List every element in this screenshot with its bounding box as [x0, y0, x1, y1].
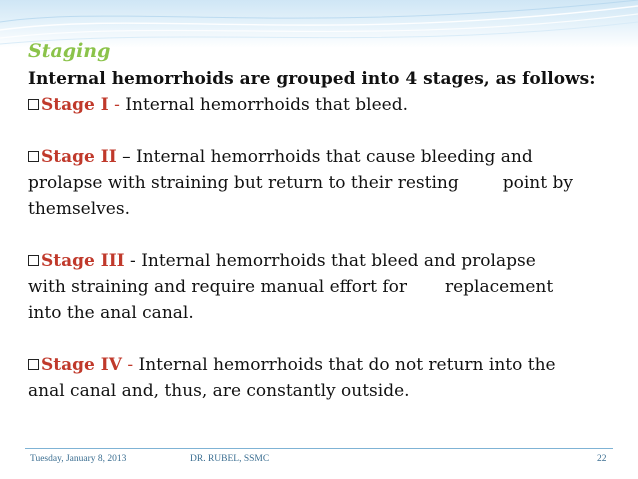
stage-3-text-line3: into the anal canal.	[28, 303, 194, 323]
footer-divider	[25, 448, 613, 449]
stage-3-text-line1: Internal hemorrhoids that bleed and prolapse	[141, 251, 536, 271]
stage-2-text-line2: prolapse with straining but return to their resting	[28, 173, 459, 193]
stage-2-label: Stage II	[41, 147, 117, 167]
stage-2-text-line1: Internal hemorrhoids that cause bleeding and	[135, 147, 533, 167]
stage-1-separator: -	[108, 95, 126, 115]
stage-3-text-line2: with straining and require manual effort for	[28, 277, 407, 297]
slide-body	[28, 66, 628, 430]
stage-4-paragraph	[28, 352, 628, 404]
stage-4-text-line2: anal canal and, thus, are constantly outside.	[28, 381, 410, 401]
page-number: 22	[597, 454, 607, 464]
footer-author: DR. RUBEL, SSMC	[190, 454, 270, 464]
stage-3-label: Stage III	[41, 251, 125, 271]
checkbox-bullet-icon	[28, 359, 39, 370]
stage-2-separator: –	[116, 147, 136, 167]
slide-title: Staging	[28, 40, 111, 62]
stage-1-paragraph	[28, 92, 628, 118]
stage-2-text-line2-tail: point by	[502, 173, 573, 193]
stage-3-text-line2-tail: replacement	[444, 277, 554, 297]
intro-text: Internal hemorrhoids are grouped into 4 stages, as follows:	[28, 69, 596, 89]
stage-3-paragraph	[28, 248, 628, 326]
stage-4-label: Stage IV	[41, 355, 122, 375]
stage-1-label: Stage I	[41, 95, 109, 115]
checkbox-bullet-icon	[28, 255, 39, 266]
stage-4-separator: -	[121, 355, 139, 375]
footer-date: Tuesday, January 8, 2013	[30, 454, 127, 464]
checkbox-bullet-icon	[28, 151, 39, 162]
checkbox-bullet-icon	[28, 99, 39, 110]
stage-3-separator: -	[124, 251, 142, 271]
stage-2-paragraph	[28, 144, 628, 222]
stage-2-text-line3: themselves.	[28, 199, 130, 219]
stage-4-text-line1: Internal hemorrhoids that do not return into the	[138, 355, 556, 375]
stage-1-text: Internal hemorrhoids that bleed.	[125, 95, 409, 115]
